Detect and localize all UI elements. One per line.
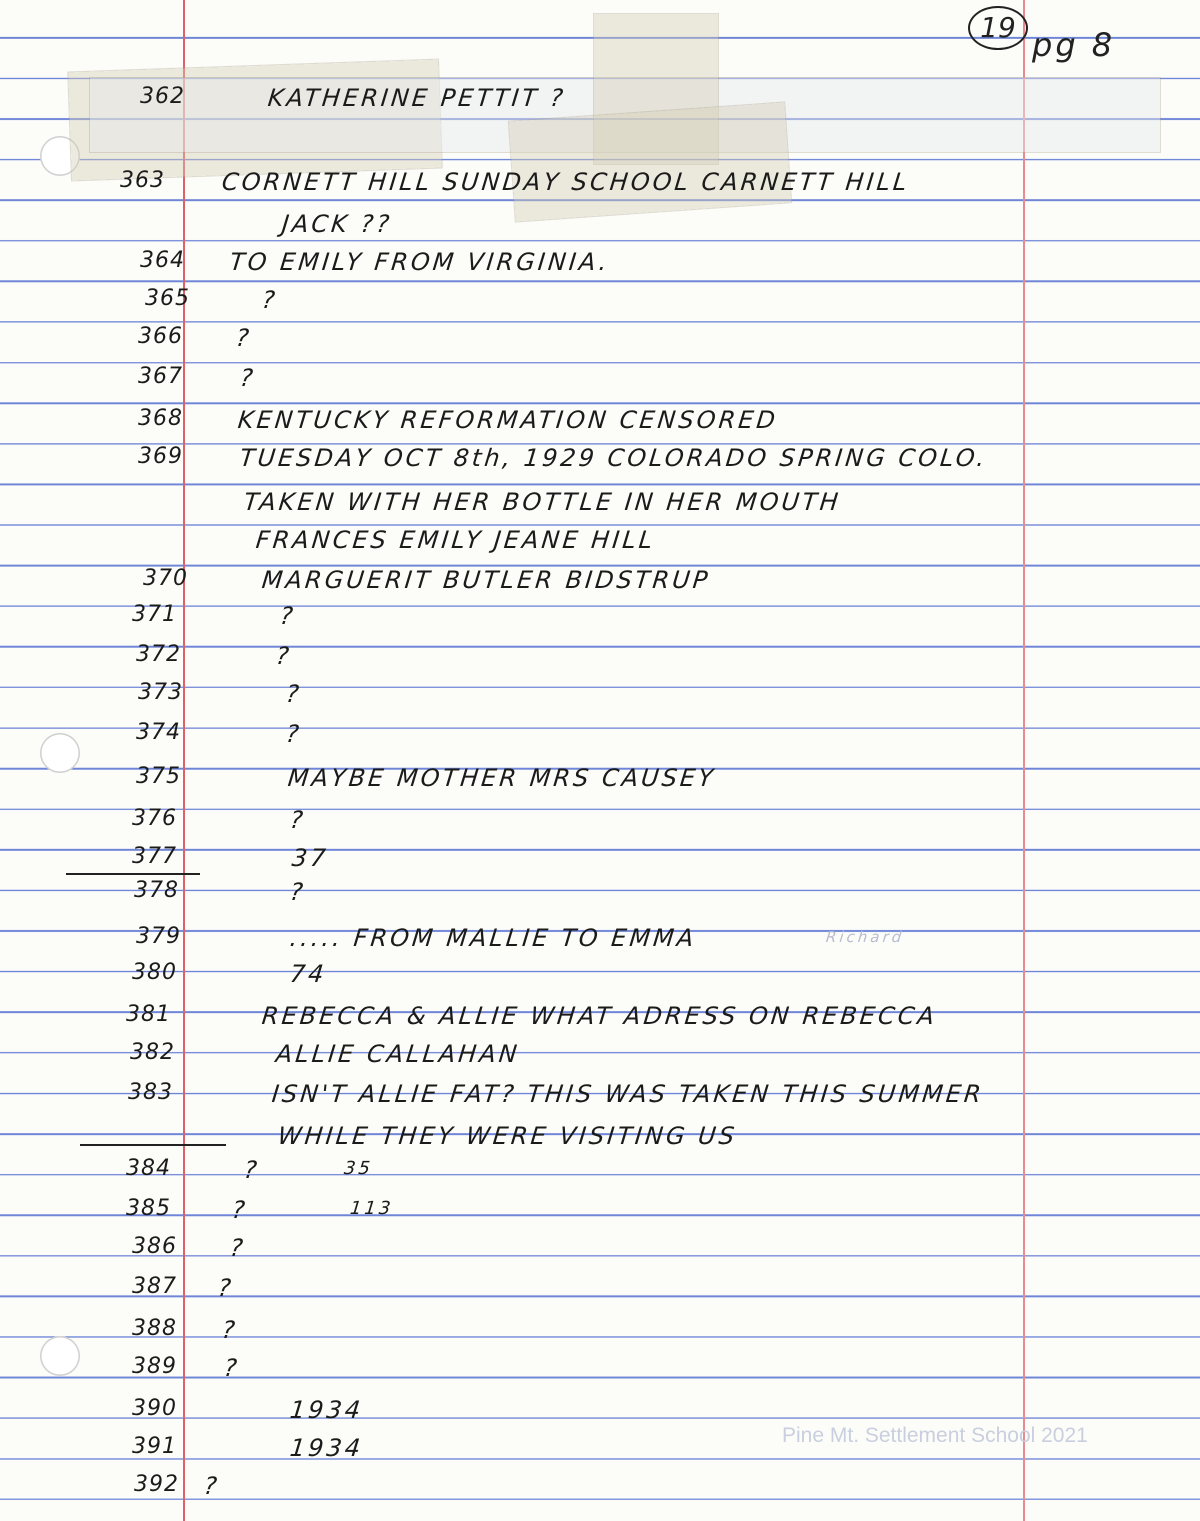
entry-text: ? [288,806,308,834]
entry-text: ? [202,1472,222,1500]
entry-text: ? [220,1316,240,1344]
binder-hole-middle [40,733,80,773]
entry-number: 366 [138,324,183,349]
entry-number: 368 [138,406,183,431]
entry-number: 362 [140,84,185,109]
entry-text: WHILE THEY WERE VISITING US [276,1122,739,1150]
entry-text: ? [234,324,254,352]
entry-number: 372 [136,642,181,667]
binder-hole-bottom [40,1336,80,1376]
entry-number: 376 [132,806,177,831]
entry-text: ? [288,878,308,906]
right-margin-line [1023,0,1025,1521]
entry-number: 392 [134,1472,179,1497]
separator-line [80,1144,226,1146]
entry-text: ? [274,642,294,670]
entry-text: KENTUCKY REFORMATION CENSORED [236,406,780,434]
entry-text: ..... FROM MALLIE TO EMMA [288,924,698,952]
entry-number: 370 [143,566,188,591]
entry-text: ? [238,364,258,392]
entry-number: 379 [136,924,181,949]
entry-number: 363 [120,168,165,193]
entry-text: 1934 [288,1396,365,1424]
entry-text: ? [228,1234,248,1262]
entry-text: MAYBE MOTHER MRS CAUSEY [286,764,718,792]
entry-text: 74 [288,960,329,988]
entry-text: JACK ?? [280,210,394,238]
entry-text: FRANCES EMILY JEANE HILL [254,526,657,554]
entry-number: 374 [136,720,181,745]
entry-text: REBECCA & ALLIE WHAT ADRESS ON REBECCA [260,1002,939,1030]
entry-number: 384 [126,1156,171,1181]
entry-text: 1934 [288,1434,365,1462]
entry-text: ? [222,1354,242,1382]
circled-page-number: 19 [968,6,1028,50]
entry-number: 367 [138,364,183,389]
entry-text: CORNETT HILL SUNDAY SCHOOL CARNETT HILL [220,168,911,196]
entry-number: 375 [136,764,181,789]
entry-text: TUESDAY OCT 8th, 1929 COLORADO SPRING COLO. [238,444,989,472]
entry-text: ? [216,1274,236,1302]
entry-text: KATHERINE PETTIT ? [266,84,568,112]
entry-text: ? [260,286,280,314]
page-reference: pg 8 [1032,26,1116,64]
entry-number: 381 [126,1002,171,1027]
entry-number: 389 [132,1354,177,1379]
entry-number: 390 [132,1396,177,1421]
entry-number: 380 [132,960,177,985]
entry-number: 377 [132,844,177,869]
entry-number: 388 [132,1316,177,1341]
entry-number: 382 [130,1040,175,1065]
entry-text: ? [278,602,298,630]
entry-number: 371 [132,602,177,627]
entry-text: ISN'T ALLIE FAT? THIS WAS TAKEN THIS SUMMER [270,1080,986,1108]
entry-text: TAKEN WITH HER BOTTLE IN HER MOUTH [242,488,843,516]
entry-text: TO EMILY FROM VIRGINIA. [228,248,612,276]
entry-faint-note: Richard [825,928,906,946]
entry-text: ? [284,680,304,708]
entry-number: 391 [132,1434,177,1459]
entry-number: 387 [132,1274,177,1299]
entry-number: 385 [126,1196,171,1221]
entry-extra-number: 113 [348,1198,395,1219]
entry-number: 369 [138,444,183,469]
entry-text: 37 [290,844,331,872]
entry-number: 383 [128,1080,173,1105]
watermark: Pine Mt. Settlement School 2021 [782,1424,1088,1447]
entry-text: MARGUERIT BUTLER BIDSTRUP [260,566,712,594]
entry-extra-number: 35 [342,1158,375,1179]
tape-strip-right [509,102,791,221]
entry-number: 365 [145,286,190,311]
entry-text: ? [230,1196,250,1224]
left-margin-line [183,0,185,1521]
entry-number: 378 [134,878,179,903]
entry-text: ? [242,1156,262,1184]
entry-number: 364 [140,248,185,273]
separator-line [66,873,200,875]
entry-text: ? [284,720,304,748]
entry-number: 373 [138,680,183,705]
entry-text: ALLIE CALLAHAN [274,1040,522,1068]
entry-number: 386 [132,1234,177,1259]
